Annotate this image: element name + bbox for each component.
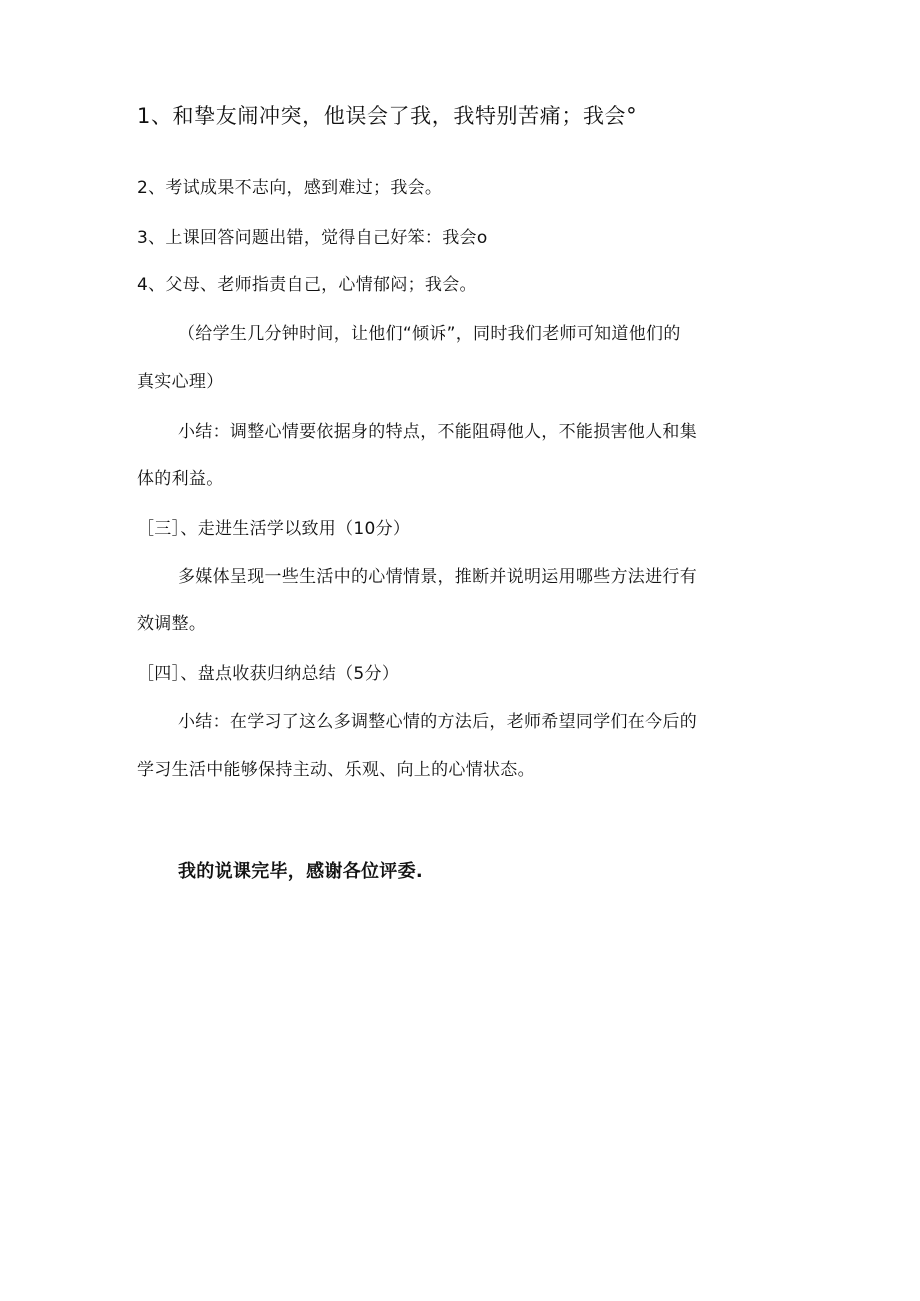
list-item-3: 3、上课回答问题出错，觉得自己好笨：我会o xyxy=(137,228,488,248)
closing-remark: 我的说课完毕，感谢各位评委. xyxy=(178,861,424,882)
section-3-line-2: 效调整。 xyxy=(137,614,207,634)
section-4-line-2: 学习生活中能够保持主动、乐观、向上的心情状态。 xyxy=(137,760,535,780)
section-4-heading: ［四］、盘点收获归纳总结（5分） xyxy=(137,664,400,684)
note-line-2: 真实心理） xyxy=(137,372,224,392)
summary-line-1: 小结：调整心情要依据身的特点，不能阻碍他人，不能损害他人和集 xyxy=(178,422,697,442)
list-item-4: 4、父母、老师指责自己，心情郁闷；我会。 xyxy=(137,275,477,295)
list-item-1: 1、和挚友闹冲突，他误会了我，我特别苦痛；我会° xyxy=(137,104,638,128)
note-line-1: （给学生几分钟时间，让他们“倾诉”，同时我们老师可知道他们的 xyxy=(178,324,681,344)
section-3-line-1: 多媒体呈现一些生活中的心情情景，推断并说明运用哪些方法进行有 xyxy=(178,567,697,587)
section-4-line-1: 小结：在学习了这么多调整心情的方法后，老师希望同学们在今后的 xyxy=(178,712,697,732)
section-3-heading: ［三］、走进生活学以致用（10分） xyxy=(137,519,411,539)
list-item-2: 2、考试成果不志向，感到难过；我会。 xyxy=(137,178,443,198)
summary-line-2: 体的利益。 xyxy=(137,469,224,489)
